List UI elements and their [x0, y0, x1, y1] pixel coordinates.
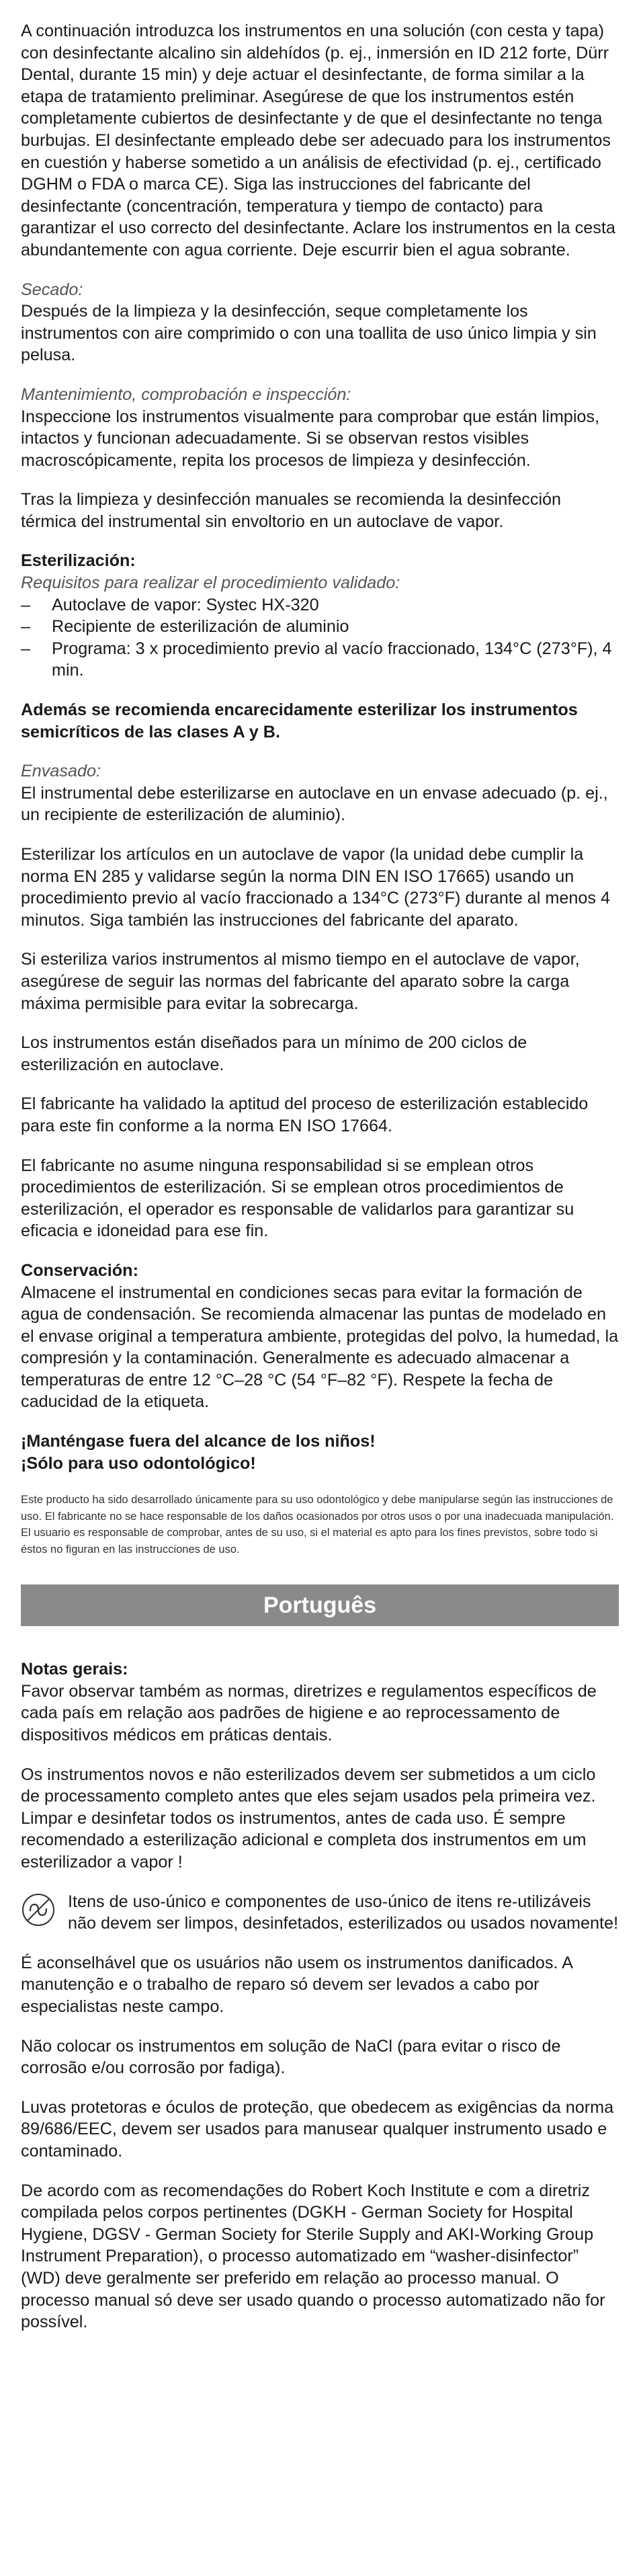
list-item: – Recipiente de esterilización de aluminio — [21, 616, 619, 638]
list-item: – Autoclave de vapor: Systec HX-320 — [21, 594, 619, 616]
paragraph-uso-unico: Itens de uso-único e componentes de uso-único de itens re-utilizáveis não devem ser limpos, desinfetados, esterilizados ou usados novamente! — [68, 1892, 619, 1933]
paragraph-secado: Después de la limpieza y la desinfección, seque completamente los instrumentos con aire comprimido o con una toallita de uso único limpia y sin pelusa. — [21, 302, 597, 365]
paragraph-ciclos: Los instrumentos están diseñados para un mínimo de 200 ciclos de esterilización en autoclave. — [21, 1033, 527, 1074]
heading-mantenimiento: Mantenimiento, comprobación e inspección: — [21, 385, 351, 404]
warning-ninos: ¡Manténgase fuera del alcance de los niños! — [21, 1432, 376, 1451]
paragraph-envasado: El instrumental debe esterilizarse en autoclave en un envase adecuado (p. ej., un recipiente de esterilización de aluminio). — [21, 783, 608, 825]
paragraph-conservacion: Almacene el instrumental en condiciones secas para evitar la formación de agua de condensación. Se recomienda almacenar las puntas de modelado en el envase original a temperatura ambiente, protegidas del polvo, la humedad, la compresión y la contaminación. Generalmente es adecuado almacenar a temperaturas de entre 12 °C–28 °C (54 °F–82 °F). Respete la fecha de caducidad de la etiqueta. — [21, 1283, 619, 1412]
paragraph-autoclave-din: Esterilizar los artículos en un autoclave de vapor (la unidad debe cumplir la norma EN 285 y validarse según la norma DIN EN ISO 17665) usando un procedimiento previo al vacío fraccionado a 134°C (273°F) durante al menos 4 minutos. Siga también las instrucciones del fabricante del aparato. — [21, 845, 610, 930]
disclaimer-fine-print: Este producto ha sido desarrollado únicamente para su uso odontológico y debe manipularse según las instrucciones de uso. El fabricante no se hace responsable de los daños ocasionados por otros usos o por una inadecuada manipulación. El usuario es responsable de comprobar, antes de su uso, si el material es apto para los fines previstos, sobre todo si éstos no figuran en las instrucciones de uso. — [21, 1494, 614, 1556]
section-banner-portugues: Português — [21, 1584, 619, 1626]
paragraph-responsabilidad: El fabricante no asume ninguna responsabilidad si se emplean otros procedimientos de esterilización. Si se emplean otros procedimientos de esterilización, el operador es responsable de validarlos para garantizar su eficacia e idoneidad para ese fin. — [21, 1156, 574, 1241]
heading-envasado: Envasado: — [21, 762, 101, 781]
paragraph-luvas: Luvas protetoras e óculos de proteção, que obedecem as exigências da norma 89/686/EEC, devem ser usados para manusear qualquer instrumento usado e contaminado. — [21, 2097, 614, 2161]
do-not-reuse-icon — [21, 1892, 56, 1927]
list-item: – Programa: 3 x procedimiento previo al vacío fraccionado, 134°C (273°F), 4 min. — [21, 638, 619, 682]
paragraph-danificados: É aconselhável que os usuários não usem os instrumentos danificados. A manutenção e o trabalho de reparo só devem ser levados a cabo por especialistas neste campo. — [21, 1953, 572, 2016]
paragraph-mantenimiento: Inspeccione los instrumentos visualmente para comprobar que están limpios, intactos y funcionan adecuadamente. Si se observan restos visibles macroscópicamente, repita los procesos de limpieza y desinfección. — [21, 407, 600, 470]
esterilizacion-list — [21, 594, 619, 682]
paragraph-instrumentos-novos: Os instrumentos novos e não esterilizados devem ser submetidos a um ciclo de processamento completo antes que eles sejam usados pela primeira vez. Limpar e desinfetar todos os instrumentos, antes de cada uso. É sempre recomendado a esterilização adicional e completa dos instrumentos em um esterilizador a vapor ! — [21, 1765, 596, 1871]
paragraph-robert-koch: De acordo com as recomendações do Robert Koch Institute e com a diretriz compilada pelos corpos pertinentes (DGKH - German Society for Hospital Hygiene, DGSV - German Society for Sterile Supply and AKI-Working Group Instrument Preparation), o processo automatizado em “washer-disinfector” (WD) deve geralmente ser preferido em relação ao processo manual. O processo manual só deve ser usado quando o processo automatizado não for possível. — [21, 2181, 605, 2332]
paragraph-desinfeccion-termica: Tras la limpieza y desinfección manuales se recomienda la desinfección térmica del instrumental sin envoltorio en un autoclave de vapor. — [21, 490, 562, 531]
paragraph-notas-gerais: Favor observar também as normas, diretrizes e regulamentos específicos de cada país em relação aos padrões de higiene e ao reprocessamento de dispositivos médicos em práticas dentais. — [21, 1681, 597, 1745]
heading-notas-gerais: Notas gerais: — [21, 1660, 128, 1679]
warning-odontologico: ¡Sólo para uso odontológico! — [21, 1453, 256, 1473]
paragraph-varios-instrumentos: Si esteriliza varios instrumentos al mismo tiempo en el autoclave de vapor, asegúrese de seguir las normas del fabricante del aparato sobre la carga máxima permisible para evitar la sobrecarga. — [21, 950, 580, 1013]
heading-esterilizacion: Esterilización: — [21, 551, 136, 571]
paragraph-validado: El fabricante ha validado la aptitud del proceso de esterilización establecido para este fin conforme a la norma EN ISO 17664. — [21, 1094, 589, 1135]
esterilizacion-requisitos: Requisitos para realizar el procedimiento validado: — [21, 573, 400, 593]
single-use-notice — [21, 1891, 619, 1935]
paragraph-disinfection: A continuación introduzca los instrumentos en una solución (con cesta y tapa) con desinfectante alcalino sin aldehídos (p. ej., inmersión en ID 212 forte, Dürr Dental, durante 15 min) y deje actuar el desinfectante, de forma similar a la etapa de tratamiento preliminar. Asegúrese de que los instrumentos estén completamente cubiertos de desinfectante y de que el desinfectante no tenga burbujas. El desinfectante empleado debe ser adecuado para los instrumentos en cuestión y haberse sometido a un análisis de efectividad (p. ej., certificado DGHM o FDA o marca CE). Siga las instrucciones del fabricante del desinfectante (concentración, temperatura y tiempo de contacto) para garantizar el uso correcto del desinfectante. Aclare los instrumentos en la cesta abundantemente con agua corriente. Deje escurrir bien el agua sobrante. — [21, 22, 615, 259]
heading-conservacion: Conservación: — [21, 1260, 138, 1280]
paragraph-nacl: Não colocar os instrumentos em solução de NaCl (para evitar o risco de corrosão e/ou corrosão por fadiga). — [21, 2036, 561, 2078]
document-page — [21, 20, 619, 2333]
paragraph-recomendacion-semicriticos: Además se recomienda encarecidamente esterilizar los instrumentos semicríticos de las clases A y B. — [21, 700, 578, 741]
heading-secado: Secado: — [21, 280, 83, 299]
